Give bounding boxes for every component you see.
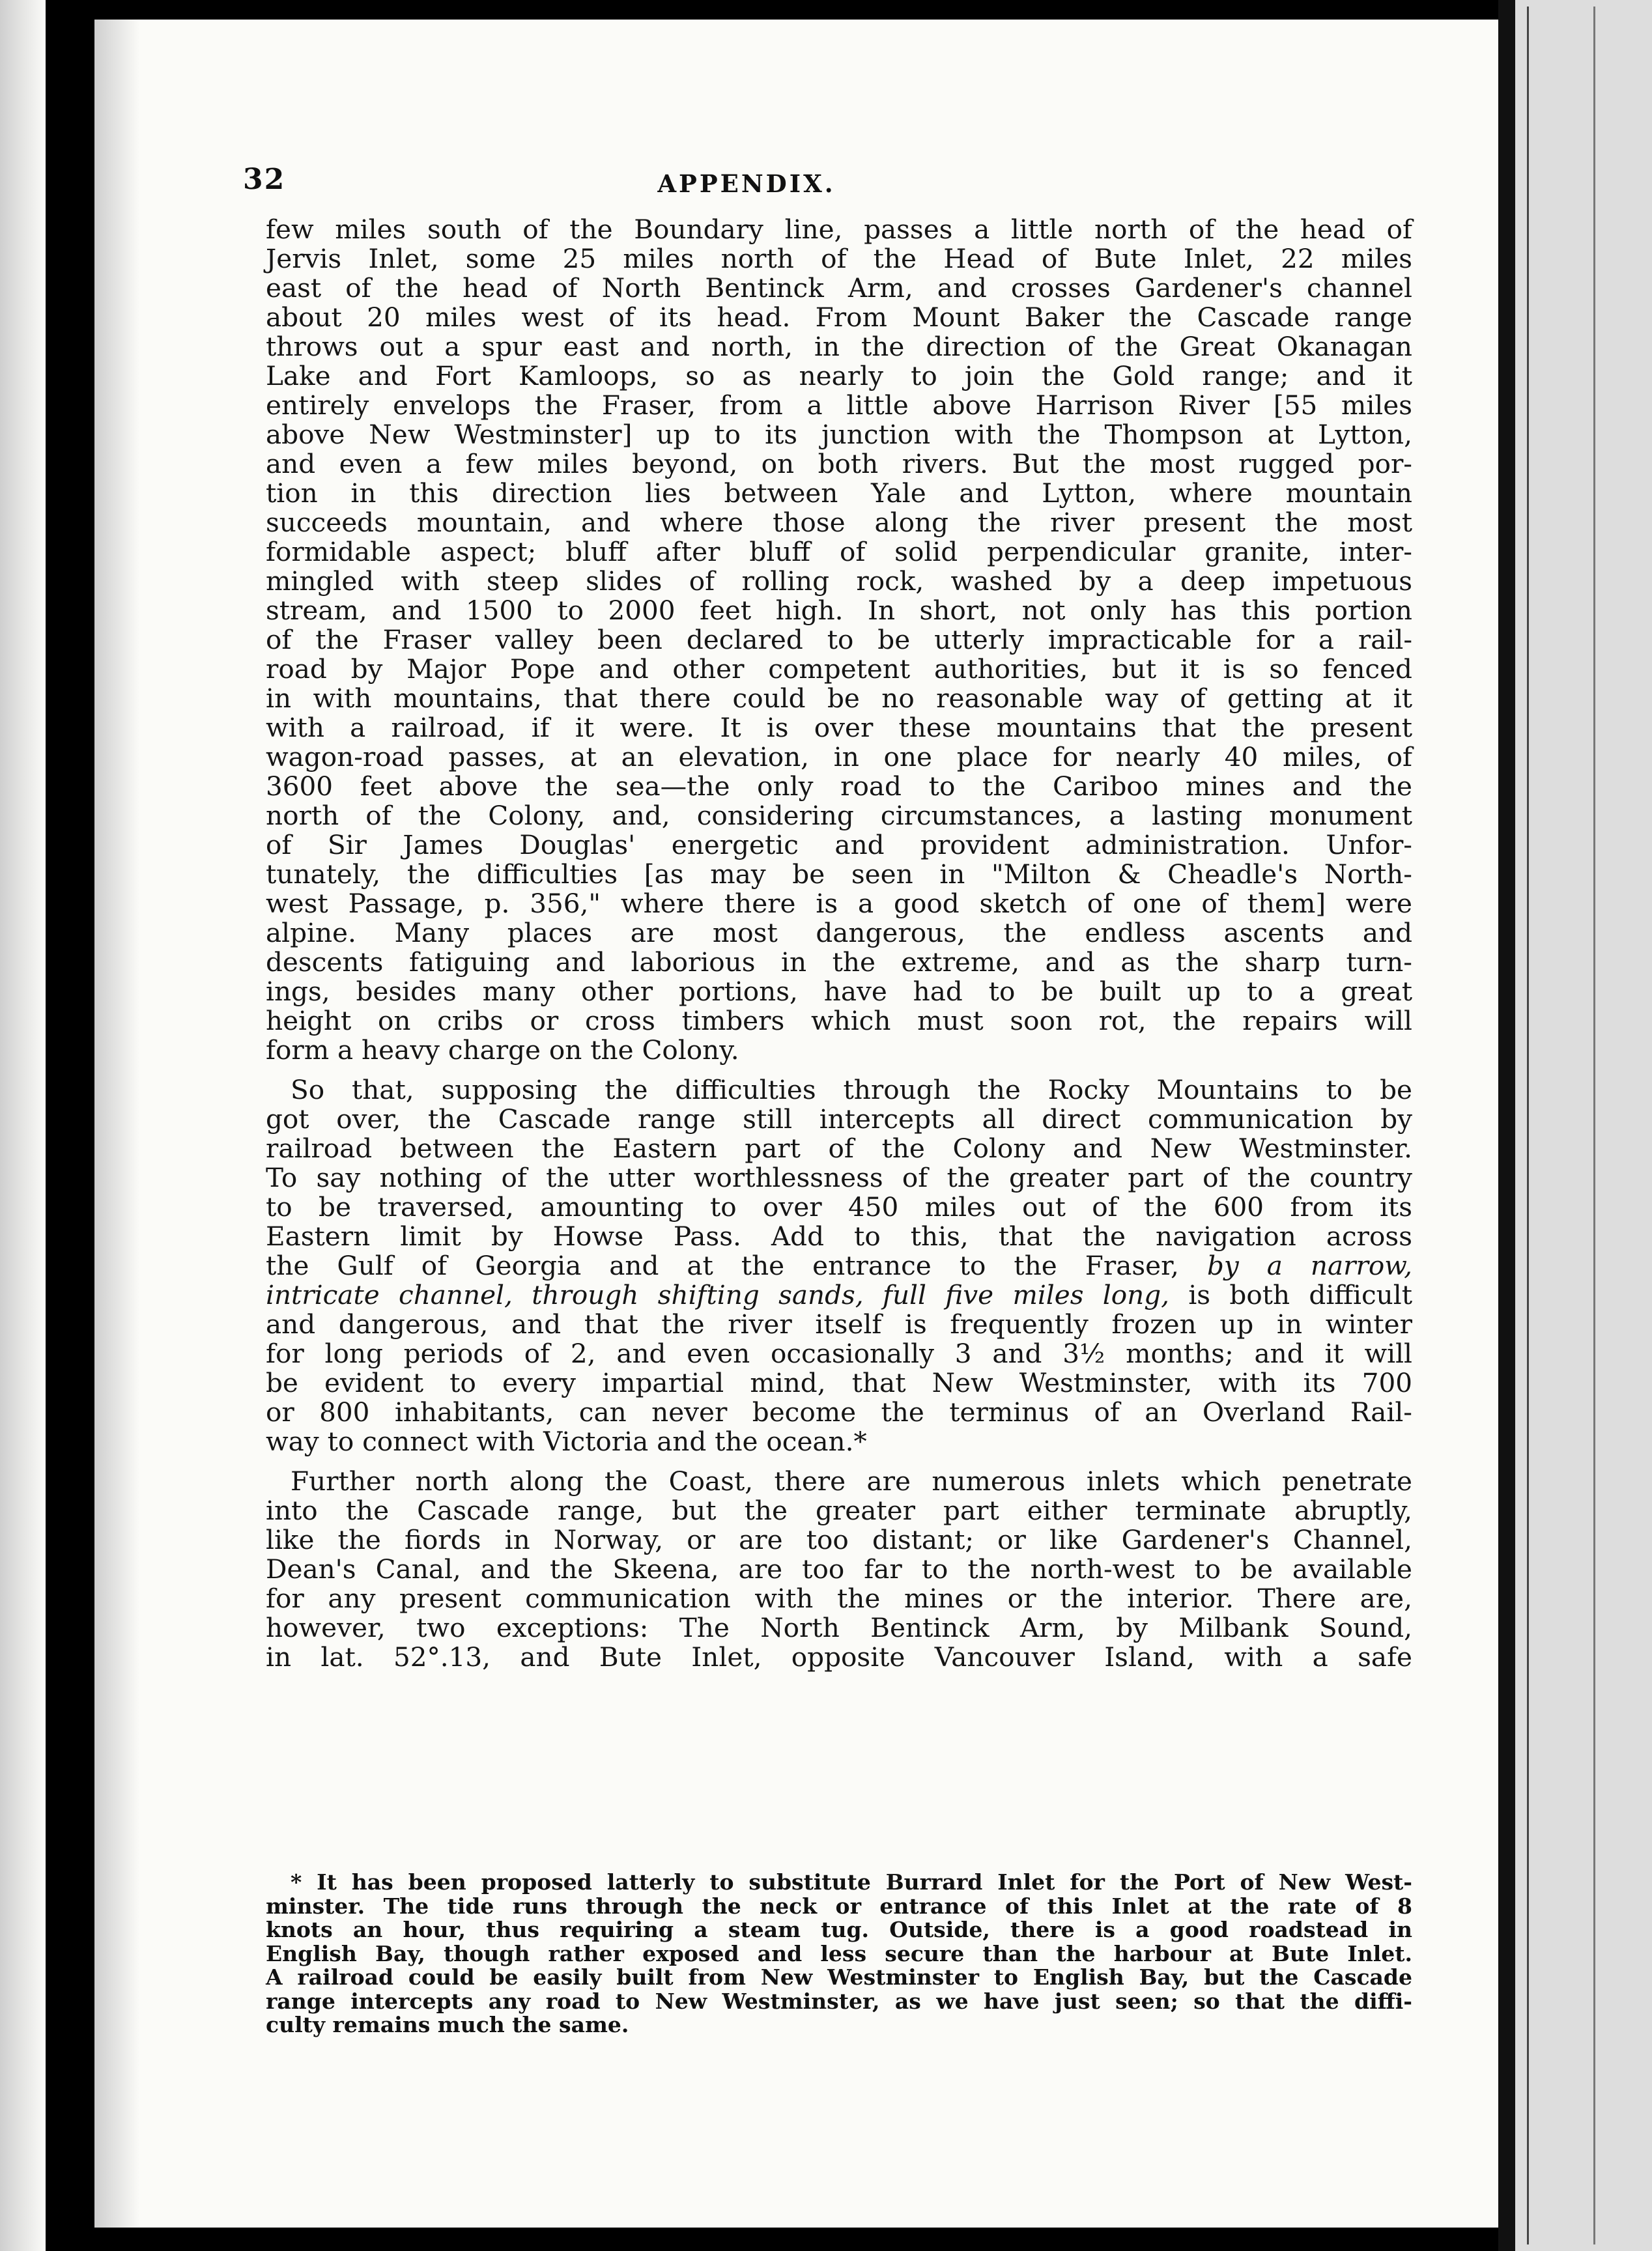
- sheet-divider: [1593, 7, 1595, 2244]
- text-line: in lat. 52°.13, and Bute Inlet, opposite Vancouver Island, with a safe: [266, 1641, 1412, 1673]
- text-line: of Sir James Douglas' energetic and provident administration. Unfor-: [266, 829, 1412, 860]
- text-span: the Gulf of Georgia and at the entrance to the Fraser,: [266, 1250, 1179, 1281]
- text-line: form a heavy charge on the Colony.: [266, 1034, 739, 1066]
- text-line: Dean's Canal, and the Skeena, are too far to the north-west to be available: [266, 1553, 1412, 1585]
- page-number: 32: [243, 163, 286, 196]
- italic-span: by a narrow,: [1206, 1250, 1412, 1281]
- footnote-line: knots an hour, thus requiring a steam tug. Outside, there is a good roadstead in: [266, 1917, 1412, 1942]
- text-line: alpine. Many places are most dangerous, the endless ascents and: [266, 917, 1412, 948]
- text-line: about 20 miles west of its head. From Mount Baker the Cascade range: [266, 302, 1412, 333]
- text-line: like the fiords in Norway, or are too distant; or like Gardener's Channel,: [266, 1524, 1412, 1555]
- text-line: Lake and Fort Kamloops, so as nearly to join the Gold range; and it: [266, 360, 1412, 391]
- text-line: road by Major Pope and other competent authorities, but it is so fenced: [266, 653, 1412, 685]
- running-head: APPENDIX.: [657, 169, 836, 198]
- text-line: throws out a spur east and north, in the direction of the Great Okanagan: [266, 331, 1412, 362]
- text-line: and dangerous, and that the river itself is frequently frozen up in winter: [266, 1309, 1412, 1340]
- body-text: [266, 215, 1412, 1672]
- text-line: [266, 1251, 1412, 1281]
- text-span: is both difficult: [1188, 1279, 1412, 1310]
- text-line: be evident to every impartial mind, that New Westminster, with its 700: [266, 1367, 1412, 1398]
- text-line: into the Cascade range, but the greater part either terminate abruptly,: [266, 1495, 1412, 1526]
- text-line: got over, the Cascade range still intercepts all direct communication by: [266, 1103, 1412, 1135]
- text-line: entirely envelops the Fraser, from a little above Harrison River [55 miles: [266, 389, 1412, 421]
- text-line: railroad between the Eastern part of the Colony and New Westminster.: [266, 1133, 1412, 1164]
- text-line: ings, besides many other portions, have had to be built up to a great: [266, 976, 1412, 1007]
- footnote-line: A railroad could be easily built from New Westminster to English Bay, but the Cascade: [266, 1964, 1412, 1990]
- text-line: to be traversed, amounting to over 450 miles out of the 600 from its: [266, 1191, 1412, 1223]
- text-line: west Passage, p. 356," where there is a good sketch of one of them] were: [266, 888, 1412, 919]
- text-line: above New Westminster] up to its junction with the Thompson at Lytton,: [266, 419, 1412, 450]
- binding-shadow: [94, 20, 140, 2228]
- text-line: tion in this direction lies between Yale and Lytton, where mountain: [266, 477, 1412, 509]
- footnote-line: range intercepts any road to New Westminster, as we have just seen; so that the diffi-: [266, 1988, 1412, 2014]
- text-line: Further north along the Coast, there are numerous inlets which penetrate: [291, 1465, 1412, 1497]
- text-line: with a railroad, if it were. It is over these mountains that the present: [266, 712, 1412, 743]
- footnote: [266, 1871, 1412, 2037]
- text-line: 3600 feet above the sea—the only road to the Cariboo mines and the: [266, 771, 1412, 802]
- text-line: for any present communication with the mines or the interior. There are,: [266, 1583, 1412, 1614]
- text-line: wagon-road passes, at an elevation, in one place for nearly 40 miles, of: [266, 741, 1412, 772]
- text-line: way to connect with Victoria and the ocean.*: [266, 1426, 867, 1457]
- text-line: in with mountains, that there could be no reasonable way of getting at it: [266, 683, 1412, 714]
- book-page: [94, 20, 1503, 2228]
- text-line: stream, and 1500 to 2000 feet high. In short, not only has this portion: [266, 595, 1412, 626]
- text-line: however, two exceptions: The North Bentinck Arm, by Milbank Sound,: [266, 1612, 1412, 1643]
- sheet-divider: [1527, 7, 1529, 2244]
- text-line: To say nothing of the utter worthlessness of the greater part of the country: [266, 1162, 1412, 1193]
- footnote-line: culty remains much the same.: [266, 2012, 629, 2037]
- text-line: height on cribs or cross timbers which must soon rot, the repairs will: [266, 1005, 1412, 1036]
- text-line: So that, supposing the difficulties through the Rocky Mountains to be: [291, 1074, 1412, 1105]
- italic-span: intricate channel, through shifting sands, full five miles long,: [266, 1279, 1170, 1310]
- text-line: formidable aspect; bluff after bluff of solid perpendicular granite, inter-: [266, 536, 1412, 567]
- facing-page-edge: [1515, 0, 1652, 2251]
- text-line: [266, 1281, 1412, 1310]
- text-line: east of the head of North Bentinck Arm, and crosses Gardener's channel: [266, 272, 1412, 304]
- footnote-line: * It has been proposed latterly to substitute Burrard Inlet for the Port of New West-: [291, 1869, 1412, 1895]
- text-line: of the Fraser valley been declared to be utterly impracticable for a rail-: [266, 624, 1412, 655]
- text-line: or 800 inhabitants, can never become the terminus of an Overland Rail-: [266, 1396, 1412, 1428]
- page-gutter-shadow: [0, 0, 46, 2251]
- text-line: tunately, the difficulties [as may be seen in "Milton & Cheadle's North-: [266, 858, 1412, 890]
- text-line: north of the Colony, and, considering circumstances, a lasting monument: [266, 800, 1412, 831]
- text-line: Jervis Inlet, some 25 miles north of the Head of Bute Inlet, 22 miles: [266, 243, 1412, 274]
- text-line: for long periods of 2, and even occasionally 3 and 3½ months; and it will: [266, 1338, 1412, 1369]
- text-line: and even a few miles beyond, on both rivers. But the most rugged por-: [266, 448, 1412, 479]
- text-line: few miles south of the Boundary line, passes a little north of the head of: [266, 214, 1412, 245]
- page-edge: [1498, 0, 1515, 2251]
- footnote-line: minster. The tide runs through the neck or entrance of this Inlet at the rate of 8: [266, 1893, 1412, 1919]
- text-line: descents fatiguing and laborious in the extreme, and as the sharp turn-: [266, 946, 1412, 978]
- text-line: succeeds mountain, and where those along the river present the most: [266, 507, 1412, 538]
- footnote-line: English Bay, though rather exposed and less secure than the harbour at Bute Inlet.: [266, 1940, 1412, 1966]
- text-line: mingled with steep slides of rolling rock, washed by a deep impetuous: [266, 565, 1412, 597]
- text-line: Eastern limit by Howse Pass. Add to this, that the navigation across: [266, 1221, 1412, 1252]
